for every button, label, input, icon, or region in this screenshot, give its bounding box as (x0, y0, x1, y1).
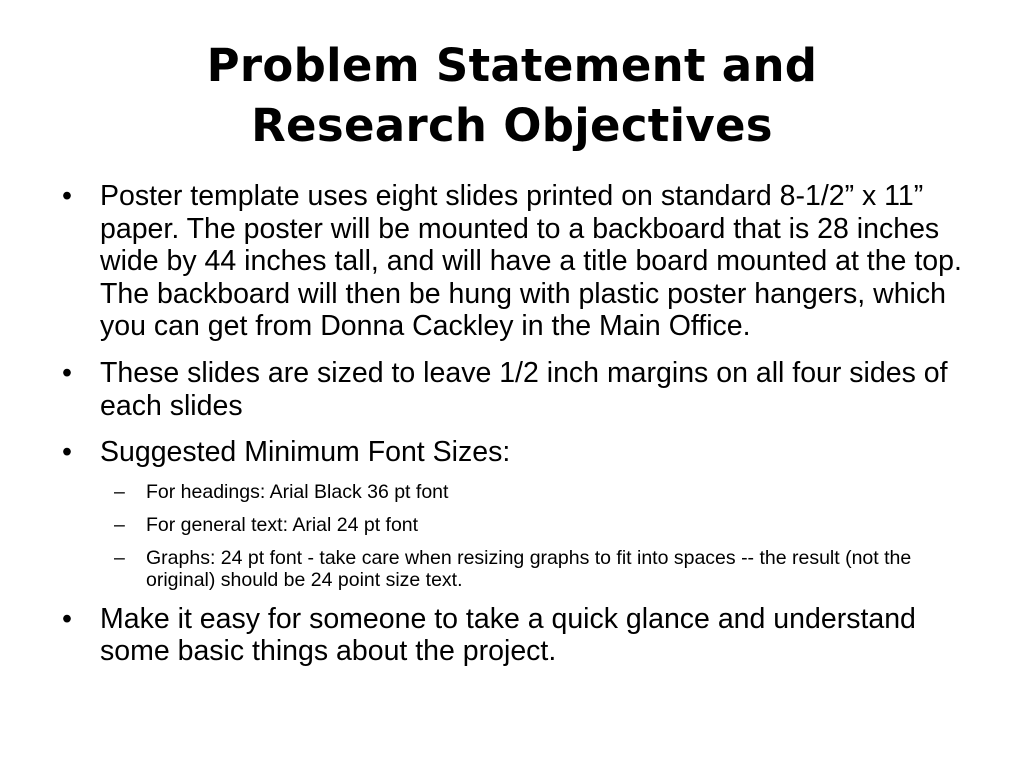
bullet-text: These slides are sized to leave 1/2 inch margins on all four sides of each slides (100, 356, 948, 422)
bullet-text: Make it easy for someone to take a quick glance and understand some basic things about the project. (100, 602, 916, 668)
sub-bullet-text: Graphs: 24 pt font - take care when resizing graphs to fit into spaces -- the result (not the original) should be 24 point size text. (146, 546, 912, 591)
slide-title-line-2: Research Objectives (251, 99, 773, 152)
bullet-item (54, 603, 964, 668)
bullet-symbol: • (62, 436, 72, 469)
sub-bullet-symbol: – (114, 513, 125, 536)
sub-bullet-text: For headings: Arial Black 36 pt font (146, 480, 449, 503)
bullet-symbol: • (62, 180, 72, 212)
slide-title (60, 36, 964, 156)
sub-bullet-list (54, 481, 964, 591)
slide-body (54, 180, 964, 682)
bullet-item (54, 357, 964, 422)
bullet-text: Suggested Minimum Font Sizes: (100, 436, 511, 469)
sub-bullet-text: For general text: Arial 24 pt font (146, 513, 419, 536)
sub-bullet-symbol: – (114, 480, 125, 503)
bullet-item (54, 180, 964, 343)
sub-bullet-item (54, 514, 964, 536)
slide-title-line-1: Problem Statement and (206, 39, 818, 92)
sub-bullet-symbol: – (114, 546, 125, 569)
bullet-item (54, 436, 964, 469)
bullet-text: Poster template uses eight slides printed on standard 8-1/2” x 11” paper. The poster will be mounted to a backboard that is 28 inches wide by 44 inches tall, and will have a title board mounted at the top. The backboard will then be hung with plastic poster hangers, which you can get from Donna Cackley in the Main Office. (100, 180, 962, 343)
bullet-symbol: • (62, 356, 72, 389)
sub-bullet-item (54, 547, 964, 591)
bullet-symbol: • (62, 602, 72, 635)
sub-bullet-item (54, 481, 964, 503)
